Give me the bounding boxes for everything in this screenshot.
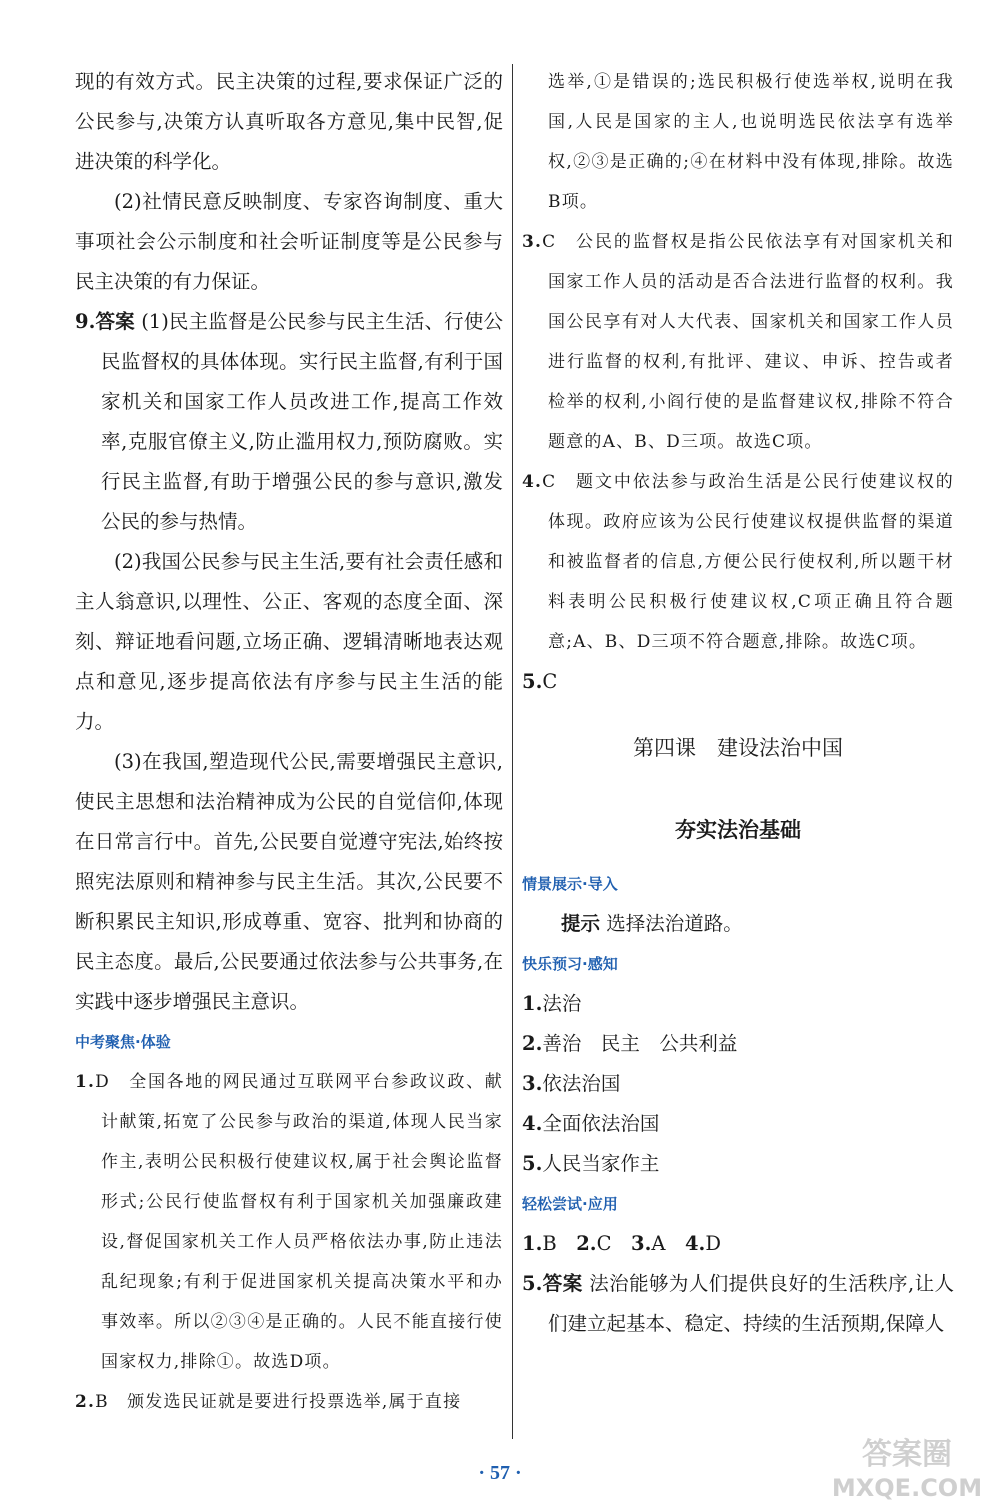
question-2 [75,1382,503,1422]
list-item: 4.全面依法治国 [522,1112,660,1135]
section-tag: 中考聚焦·体验 [75,1033,171,1051]
question-5-answer [522,1264,954,1344]
answer-text: 法治能够为人们提供良好的生活秩序,让人们建立起基本、稳定、持续的生活预期,保障人 [548,1272,954,1335]
section-tag: 轻松尝试·应用 [522,1195,618,1213]
hint [522,904,954,944]
page-number: · 57 · [478,1462,522,1484]
hint-text: 选择法治道路。 [606,912,743,935]
lesson-title: 第四课 建设法治中国 [633,736,843,760]
question-number: 5. [522,670,543,693]
section-tag: 情景展示·导入 [522,875,618,893]
question-number: 3. [522,232,543,252]
svg-text:MXQE.COM: MXQE.COM [831,1474,983,1502]
question-answer: C [542,670,558,693]
column-divider [512,64,513,1439]
list-item: 1.法治 [522,992,582,1015]
hint-label: 提示 [561,912,601,935]
question-4 [522,462,954,662]
paragraph: (2)社情民意反映制度、专家咨询制度、重大事项社会公示制度和社会听证制度等是公民参与民主决策的有力保证。 [75,190,503,293]
question-number: 9. [75,310,96,333]
explanation: 题文中依法参与政治生活是公民行使建议权的体现。政府应该为公民行使建议权提供监督的渠道和被监督者的信息,方便公民行使权利,所以题干材料表明公民积极行使建议权,C项正确且符合题意;A、B、D三项不符合题意,排除。故选C项。 [548,472,954,652]
quick-answers: 1.B 2.C 3.A 4.D [522,1232,721,1255]
list-item: 2.善治 民主 公共利益 [522,1032,738,1055]
answer-part-2: (2)我国公民参与民主生活,要有社会责任感和主人翁意识,以理性、公正、客观的态度全面、深刻、辩证地看问题,立场正确、逻辑清晰地表达观点和意见,逐步提高依法有序参与民主生活的能力。 [75,550,503,733]
question-1 [75,1062,503,1382]
continued-explanation: 选举,①是错误的;选民积极行使选举权,说明在我国,人民是国家的主人,也说明选民依法享有选举权,②③是正确的;④在材料中没有体现,排除。故选B项。 [548,72,954,212]
question-answer: C [542,472,557,492]
paragraph: 现的有效方式。民主决策的过程,要求保证广泛的公民参与,决策方认真听取各方意见,集中民智,促进决策的科学化。 [75,70,503,173]
question-number: 5. [522,1272,543,1295]
question-answer: D [95,1072,110,1092]
right-column [522,62,954,1344]
answer-label: 答案 [542,1272,583,1295]
answer-label: 答案 [95,310,135,333]
answer-part-3: (3)在我国,塑造现代公民,需要增强民主意识,使民主思想和法治精神成为公民的自觉信仰,体现在日常言行中。首先,公民要自觉遵守宪法,始终按照宪法原则和精神参与民主生活。其次,公民要不断积累民主知识,形成尊重、宽容、批判和协商的民主态度。最后,公民要通过依法参与公共事务,在实践中逐步增强民主意识。 [75,750,503,1013]
question-answer: B [95,1392,109,1412]
left-column [75,62,503,1422]
list-item: 3.依法治国 [522,1072,621,1095]
question-5 [522,662,954,702]
svg-text:答案圈: 答案圈 [862,1437,952,1472]
watermark-logo [822,1430,992,1506]
section-tag: 快乐预习·感知 [522,955,618,973]
question-9 [75,302,503,542]
explanation: 颁发选民证就是要进行投票选举,属于直接 [127,1392,462,1412]
question-3 [522,222,954,462]
question-answer: C [542,232,557,252]
explanation: 公民的监督权是指公民依法享有对国家机关和国家工作人员的活动是否合法进行监督的权利。我国公民享有对人大代表、国家机关和国家工作人员进行监督的权利,有批评、建议、申诉、控告或者检举的权利,小阎行使的是监督建议权,排除不符合题意的A、B、D三项。故选C项。 [548,232,954,452]
section-title: 夯实法治基础 [675,818,801,842]
list-item: 5.人民当家作主 [522,1152,660,1175]
question-number: 2. [75,1392,96,1412]
answer-text: (1)民主监督是公民参与民主生活、行使公民监督权的具体体现。实行民主监督,有利于国家机关和国家工作人员改进工作,提高工作效率,克服官僚主义,防止滥用权力,预防腐败。实行民主监督,有助于增强公民的参与意识,激发公民的参与热情。 [101,310,503,533]
question-number: 4. [522,472,543,492]
explanation: 全国各地的网民通过互联网平台参政议政、献计献策,拓宽了公民参与政治的渠道,体现人民当家作主,表明公民积极行使建议权,属于社会舆论监督形式;公民行使监督权有利于国家机关加强廉政建设,督促国家机关工作人员严格依法办事,防止违法乱纪现象;有利于促进国家机关提高决策水平和办事效率。所以②③④是正确的。人民不能直接行使国家权力,排除①。故选D项。 [101,1072,504,1372]
question-number: 1. [75,1072,96,1092]
